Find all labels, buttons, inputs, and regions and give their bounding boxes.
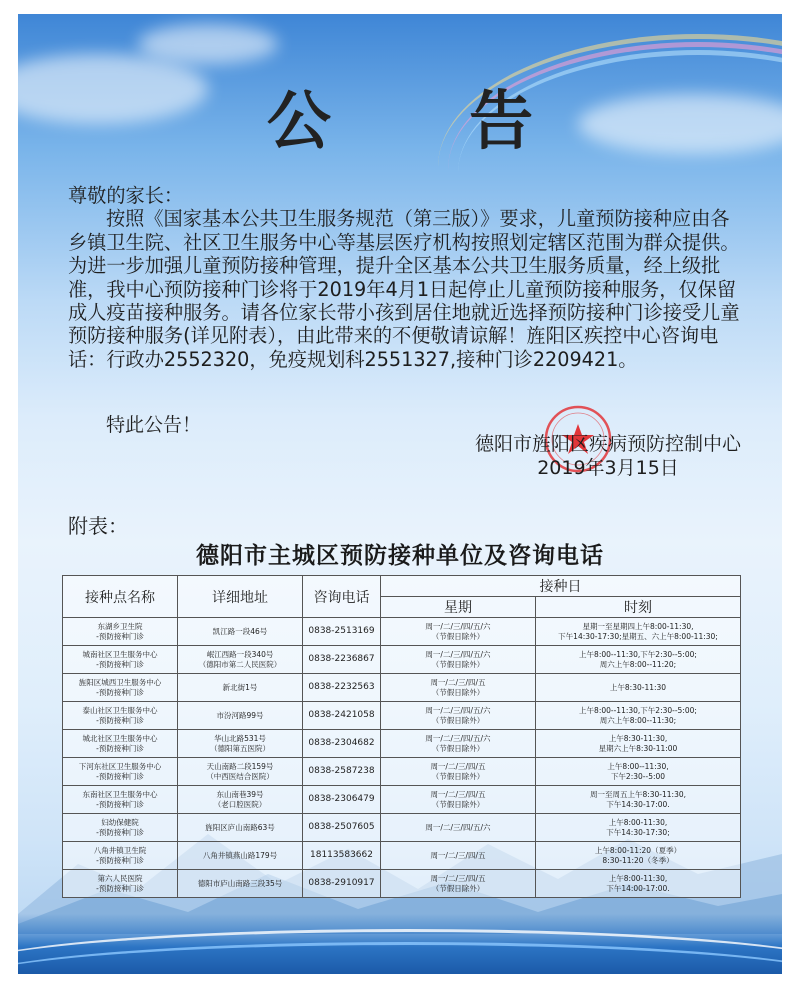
address-cell-line: （德阳市第二人民医院） [198,659,282,669]
signature-date: 2019年3月15日 [537,457,679,479]
time-cell-line: 下午14:30-17:00. [606,799,670,809]
phone-cell [303,702,381,730]
weekday-cell [381,842,536,870]
address-cell-line: （中西医结合医院） [206,771,274,781]
announcement-paragraph: 按照《国家基本公共卫生服务规范（第三版）》要求，儿童预防接种应由各乡镇卫生院、社区卫生服务中心等基层医疗机构按照划定辖区范围为群众提供。为进一步加强儿童预防接种管理，提升全区基本公共卫生服务质量，经上级批准，我中心预防接种门诊将于2019年4月1日起停止儿童预防接种服务，仅保留成人疫苗接种服务。请各位家长带小孩到居住地就近选择预防接种门诊接受儿童预防接种服务(详见附表），由此带来的不便敬请谅解！旌阳区疾控中心咨询电话：行政办2552320，免疫规划科2551327,接种门诊2209421。 [68,207,740,371]
address-cell [178,702,303,730]
table-row [63,702,741,730]
time-cell-line: 周一至周五上午8:30-11:30, [589,790,687,800]
phone-cell [303,870,381,898]
site-name-cell-line: 下河东社区卫生服务中心 [78,762,162,772]
table-row [63,758,741,786]
weekday-cell-line: 周一/二/三/四/五/六 [425,822,491,832]
table-row [63,786,741,814]
vaccination-sites-table [62,575,741,898]
signature-org: 德阳市旌阳区疾病预防控制中心 [474,433,741,455]
weekday-cell-line: （节假日除外） [431,883,485,893]
table-title: 德阳市主城区预防接种单位及咨询电话 [196,543,604,569]
weekday-cell-line: （节假日除外） [431,771,485,781]
weekday-cell-line: 周一/二/三/四/五/六 [425,734,491,744]
site-name-cell-line: -预防接种门诊 [96,883,144,893]
time-cell-line: 8:30-11:20（冬季） [602,855,674,865]
address-cell-line: 德阳市庐山南路三段35号 [197,878,283,888]
time-cell-line: 下午14:30-17:30; [606,827,670,837]
address-cell-line: 东山南巷39号 [216,790,264,800]
phone-cell [303,730,381,758]
weekday-cell-line: 周一/二/三/四/五/六 [425,622,491,632]
address-cell-line: 华山北路531号 [214,734,266,744]
time-cell [536,786,741,814]
address-cell [178,730,303,758]
site-name-cell-line: -预防接种门诊 [96,771,144,781]
table-row [63,730,741,758]
phone-cell-line: 0838-2304682 [308,737,375,748]
col-header-name: 接种点名称 [63,576,178,618]
phone-cell-line: 0838-2513169 [308,625,375,636]
weekday-cell-line: 周一/二/三/四/五/六 [425,706,491,716]
table-body [63,618,741,898]
address-cell [178,674,303,702]
site-name-cell-line: -预防接种门诊 [96,715,144,725]
site-name-cell-line: -预防接种门诊 [96,687,144,697]
attachment-label: 附表： [68,514,128,538]
address-cell-line: 八角井镇燕山路179号 [202,850,278,860]
time-cell-line: 上午8:30-11:30, [608,734,668,744]
site-name-cell-line: 东湖乡卫生院 [97,622,143,632]
col-header-phone: 咨询电话 [303,576,381,618]
time-cell [536,646,741,674]
site-name-cell-line: -预防接种门诊 [96,631,144,641]
site-name-cell-line: -预防接种门诊 [96,799,144,809]
weekday-cell-line: （节假日除外） [431,743,485,753]
time-cell-line: 周六上午8:00--11:20; [599,659,677,669]
weekday-cell [381,674,536,702]
site-name-cell [63,758,178,786]
time-cell [536,674,741,702]
phone-cell-line: 0838-2306479 [308,793,375,804]
phone-cell-line: 18113583662 [310,849,373,860]
announcement-poster [18,14,782,974]
weekday-cell [381,786,536,814]
site-name-cell-line: -预防接种门诊 [96,743,144,753]
site-name-cell [63,814,178,842]
phone-cell [303,618,381,646]
page-title: 公 告 [266,85,592,159]
greeting: 尊敬的家长： [68,184,184,207]
address-cell [178,814,303,842]
address-cell [178,758,303,786]
signature-block [458,432,758,480]
table-row [63,646,741,674]
time-cell [536,730,741,758]
phone-cell-line: 0838-2236867 [308,653,375,664]
address-cell-line: （老口腔医院） [213,799,267,809]
time-cell-line: 星期一至星期四上午8:00-11:30, [582,622,694,632]
time-cell-line: 下午14:00-17:00. [606,883,670,893]
site-name-cell-line: 妇幼保健院 [101,818,139,828]
weekday-cell [381,814,536,842]
site-name-cell [63,674,178,702]
time-cell [536,618,741,646]
phone-cell-line: 0838-2587238 [308,765,375,776]
address-cell [178,618,303,646]
col-header-address: 详细地址 [178,576,303,618]
site-name-cell [63,870,178,898]
phone-cell-line: 0838-2421058 [308,709,375,720]
weekday-cell-line: （节假日除外） [431,659,485,669]
special-notice: 特此公告！ [106,414,202,436]
weekday-cell-line: （节假日除外） [431,687,485,697]
site-name-cell-line: 旌阳区城西卫生服务中心 [78,678,162,688]
weekday-cell-line: （节假日除外） [431,799,485,809]
weekday-cell-line: 周一/二/三/四/五 [430,874,486,884]
phone-cell [303,814,381,842]
address-cell-line: 天山南路二段159号 [206,762,274,772]
weekday-cell [381,870,536,898]
cloud-decoration [138,24,278,64]
time-cell-line: 上午8:00-11:30, [608,818,668,828]
site-name-cell [63,702,178,730]
time-cell-line: 上午8:00--11:30,下午2:30--5:00; [579,706,697,716]
time-cell-line: 上午8:00-11:30, [608,874,668,884]
site-name-cell [63,842,178,870]
phone-cell [303,758,381,786]
weekday-cell-line: 周一/二/三/四/五 [430,678,486,688]
site-name-cell-line: 泰山社区卫生服务中心 [82,706,158,716]
site-name-cell-line: 东南社区卫生服务中心 [82,790,158,800]
weekday-cell-line: 周一/二/三/四/五 [430,762,486,772]
time-cell [536,702,741,730]
phone-cell [303,786,381,814]
phone-cell [303,674,381,702]
time-cell [536,842,741,870]
phone-cell-line: 0838-2910917 [308,877,375,888]
address-cell [178,646,303,674]
phone-cell-line: 0838-2507605 [308,821,375,832]
table-header-row [63,576,741,597]
weekday-cell-line: 周一/二/三/四/五/六 [425,650,491,660]
time-cell [536,814,741,842]
weekday-cell [381,758,536,786]
time-cell [536,758,741,786]
site-name-cell-line: 第六人民医院 [97,874,143,884]
time-cell [536,870,741,898]
table-row [63,814,741,842]
weekday-cell [381,646,536,674]
table-row [63,618,741,646]
address-cell-line: 凯江路一段46号 [212,626,268,636]
table-row [63,870,741,898]
site-name-cell-line: 城南社区卫生服务中心 [82,650,158,660]
time-cell-line: 下午14:30-17:30;星期五、六上午8:00-11:30; [558,631,718,641]
site-name-cell-line: -预防接种门诊 [96,855,144,865]
address-cell-line: 市汾河路99号 [216,710,264,720]
weekday-cell [381,730,536,758]
time-cell-line: 上午8:00-11:20（夏季） [594,846,682,856]
time-cell-line: 上午8:30-11:30 [609,682,667,692]
phone-cell-line: 0838-2232563 [308,681,375,692]
time-cell-line: 下午2:30--5:00 [610,771,666,781]
site-name-cell [63,646,178,674]
weekday-cell-line: （节假日除外） [431,631,485,641]
announcement-body [68,184,744,371]
site-name-cell-line: -预防接种门诊 [96,827,144,837]
address-cell [178,870,303,898]
site-name-cell-line: 城北社区卫生服务中心 [82,734,158,744]
table-row [63,842,741,870]
weekday-cell-line: 周一/二/三/四/五 [430,850,486,860]
phone-cell [303,842,381,870]
address-cell [178,786,303,814]
site-name-cell [63,730,178,758]
col-header-schedule: 接种日 [381,576,741,597]
weekday-cell-line: （节假日除外） [431,715,485,725]
weekday-cell-line: 周一/二/三/四/五 [430,790,486,800]
phone-cell [303,646,381,674]
time-cell-line: 上午8:00--11:30,下午2:30--5:00; [579,650,697,660]
time-cell-line: 星期六上午8:30-11:00 [598,743,678,753]
time-cell-line: 周六上午8:00--11:30; [599,715,677,725]
site-name-cell-line: 八角井镇卫生院 [93,846,147,856]
site-name-cell-line: -预防接种门诊 [96,659,144,669]
site-name-cell [63,618,178,646]
weekday-cell [381,618,536,646]
col-header-time: 时刻 [536,597,741,618]
address-cell-line: （德阳第五医院） [210,743,270,753]
address-cell [178,842,303,870]
address-cell-line: 旌阳区庐山南路63号 [205,822,275,832]
weekday-cell [381,702,536,730]
col-header-weekday: 星期 [381,597,536,618]
table-row [63,674,741,702]
time-cell-line: 上午8:00--11:30, [607,762,669,772]
site-name-cell [63,786,178,814]
address-cell-line: 新北街1号 [222,682,258,692]
address-cell-line: 岷江西路一段340号 [206,650,274,660]
